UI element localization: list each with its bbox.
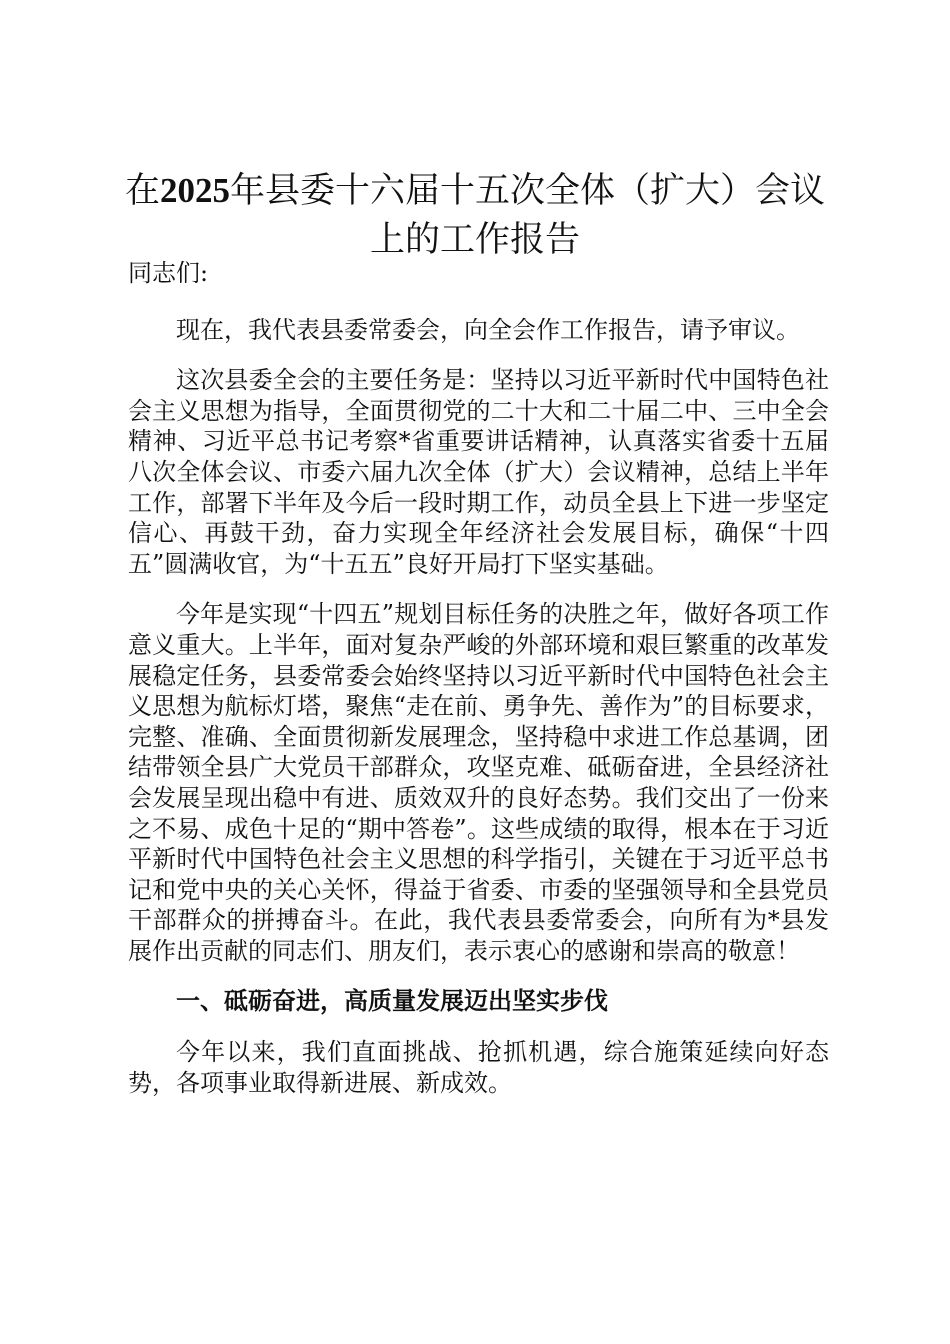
paragraph-main-task: 这次县委全会的主要任务是：坚持以习近平新时代中国特色社会主义思想为指导，全面贯彻党的二十大和二十届二中、三中全会精神、习近平总书记考察*省重要讲话精神，认真落实省委十五届八次全体会议、市委六届九次全体（扩大）会议精神，总结上半年工作，部署下半年及今后一段时期工作，动员全县上下进一步坚定信心、再鼓干劲，奋力实现全年经济社会发展目标，确保“十四五”圆满收官，为“十五五”良好开局打下坚实基础。 [128,366,829,578]
paragraph-intro: 现在，我代表县委常委会，向全会作工作报告，请予审议。 [176,315,800,344]
title-prefix: 在 [124,171,160,211]
paragraph-achievements: 今年是实现“十四五”规划目标任务的决胜之年，做好各项工作意义重大。上半年，面对复杂严峻的外部环境和艰巨繁重的改革发展稳定任务，县委常委会始终坚持以习近平新时代中国特色社会主义思想为航标灯塔，聚焦“走在前、勇争先、善作为”的目标要求，完整、准确、全面贯彻新发展理念，坚持稳中求进工作总基调，团结带领全县广大党员干部群众，攻坚克难、砥砺奋进，全县经济社会发展呈现出稳中有进、质效双升的良好态势。我们交出了一份来之不易、成色十足的“期中答卷”。这些成绩的取得，根本在于习近平新时代中国特色社会主义思想的科学指引，关键在于习近平总书记和党中央的关心关怀，得益于省委、市委的坚强领导和全县党员干部群众的拼搏奋斗。在此，我代表县委常委会，向所有为*县发展作出贡献的同志们、朋友们，表示衷心的感谢和崇高的敬意！ [128,600,829,965]
document-body [128,258,829,1118]
paragraph-section-intro: 今年以来，我们直面挑战、抢抓机遇，综合施策延续向好态势，各项事业取得新进展、新成效。 [128,1038,829,1097]
salutation: 同志们: [128,259,209,287]
title-year: 2025 [160,171,230,210]
document-title [110,166,840,265]
section-heading: 一、砥砺奋进，高质量发展迈出坚实步伐 [176,987,608,1016]
title-suffix: 年县委十六届十五次全体（扩大）会议上的工作报告 [230,171,826,260]
